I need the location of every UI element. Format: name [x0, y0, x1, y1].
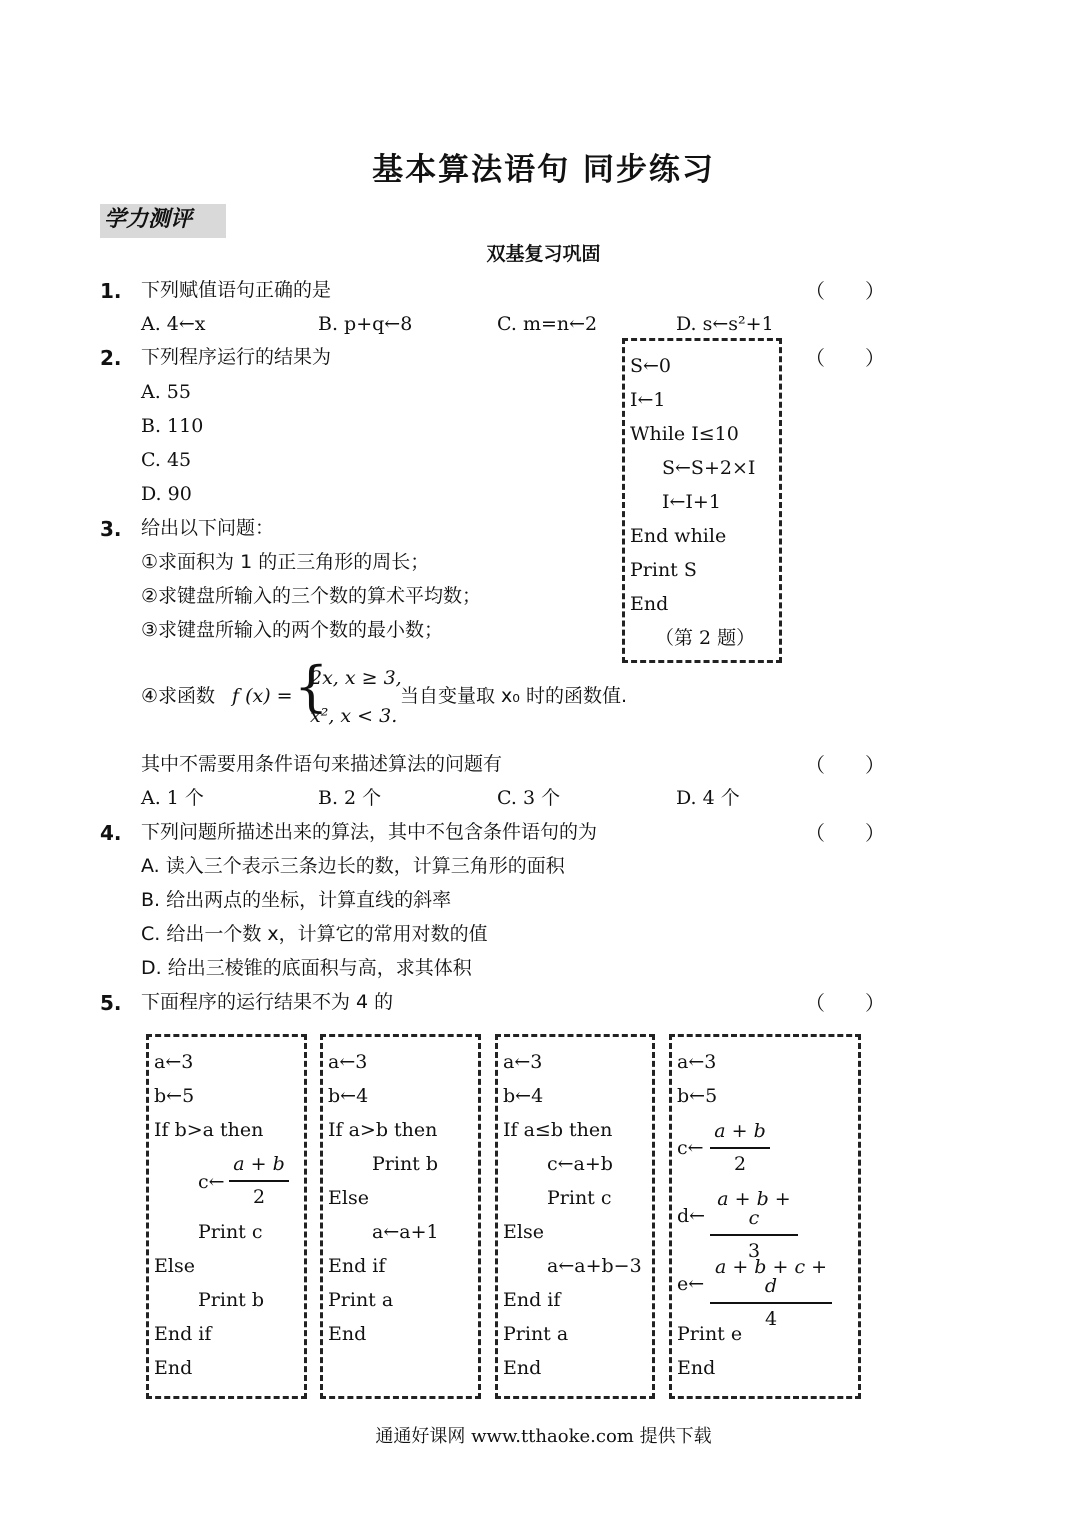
q1-stem: 下列赋值语句正确的是	[141, 279, 332, 301]
q4-option-b: B. 给出两点的坐标，计算直线的斜率	[141, 889, 452, 911]
q3-stem: 给出以下问题：	[141, 517, 275, 539]
code-line: End	[154, 1357, 193, 1379]
q3-question: 其中不需要用条件语句来描述算法的问题有	[141, 753, 503, 775]
q2-program-box	[622, 338, 782, 663]
q2-stem: 下列程序运行的结果为	[141, 346, 332, 368]
code-line: Print b	[372, 1153, 439, 1175]
fraction-assign: c←	[198, 1171, 225, 1193]
section-tag-label: 学力测评	[104, 207, 193, 232]
q3-item-1: ①求面积为 1 的正三角形的周长；	[141, 551, 430, 573]
footer-credit: 通通好课网 www.tthaoke.com 提供下载	[375, 1426, 712, 1447]
q3-item-4-prefix: ④求函数	[141, 685, 216, 707]
code-line: b←4	[503, 1085, 544, 1107]
section-tag	[100, 204, 226, 238]
q2-option-a: A. 55	[141, 381, 191, 403]
code-line: End if	[503, 1289, 561, 1311]
q2-answer-paren: （ ）	[805, 346, 885, 370]
q3-option-a: A. 1 个	[141, 787, 204, 809]
q1-option-a: A. 4←x	[141, 313, 206, 335]
code-line: If a≤b then	[503, 1119, 613, 1141]
fraction	[710, 1258, 832, 1329]
code-line: End if	[154, 1323, 212, 1345]
q2-option-c: C. 45	[141, 449, 192, 471]
code-line: S←S+2×I	[662, 457, 756, 479]
q2-option-d: D. 90	[141, 483, 192, 505]
code-line: a←3	[328, 1051, 368, 1073]
q3-option-b: B. 2 个	[318, 787, 382, 809]
fraction	[710, 1122, 770, 1174]
fraction	[710, 1190, 798, 1261]
q1-option-d: D. s←s²+1	[676, 313, 774, 335]
code-line: If b>a then	[154, 1119, 264, 1141]
q4-option-a: A. 读入三个表示三条边长的数，计算三角形的面积	[141, 855, 565, 877]
code-line: Print c	[198, 1221, 263, 1243]
fraction-denominator: 2	[733, 1153, 747, 1175]
code-line: End if	[328, 1255, 386, 1277]
fraction-assign: c←	[677, 1137, 704, 1159]
code-line: End while	[630, 525, 727, 547]
fraction-assign: d←	[677, 1205, 706, 1227]
section-subtitle: 双基复习巩固	[486, 243, 601, 265]
code-line: a←a+1	[372, 1221, 439, 1243]
q5-program-box-2	[320, 1034, 481, 1399]
q1-option-c: C. m=n←2	[497, 313, 598, 335]
fraction-numerator: a + b + c + d	[710, 1258, 832, 1304]
code-line: Print a	[328, 1289, 394, 1311]
code-line: Print b	[198, 1289, 265, 1311]
q4-option-d: D. 给出三棱锥的底面积与高，求其体积	[141, 957, 472, 979]
q3-function-name: f (x) =	[232, 685, 293, 707]
q4-option-c: C. 给出一个数 x，计算它的常用对数的值	[141, 923, 488, 945]
fraction-assign: e←	[677, 1273, 705, 1295]
q2-number: 2.	[100, 346, 122, 370]
code-line: I←I+1	[662, 491, 721, 513]
q3-case-1: 2x, x ≥ 3,	[310, 667, 402, 689]
code-line: I←1	[630, 389, 666, 411]
q4-answer-paren: （ ）	[805, 821, 885, 845]
q1-number: 1.	[100, 279, 122, 303]
code-line: Else	[154, 1255, 195, 1277]
piecewise-brace: {	[294, 655, 329, 718]
q5-program-box-1	[146, 1034, 307, 1399]
q1-answer-paren: （ ）	[805, 279, 885, 303]
q3-option-d: D. 4 个	[676, 787, 740, 809]
q2-option-b: B. 110	[141, 415, 204, 437]
q5-stem: 下面程序的运行结果不为 4 的	[141, 991, 394, 1013]
code-line: Else	[328, 1187, 369, 1209]
q5-program-box-3	[495, 1034, 655, 1399]
fraction-denominator: 4	[764, 1308, 778, 1330]
code-line: a←3	[503, 1051, 543, 1073]
q3-answer-paren: （ ）	[805, 753, 885, 777]
code-line: Print c	[547, 1187, 612, 1209]
code-line: End	[328, 1323, 367, 1345]
code-line: S←0	[630, 355, 672, 377]
q3-item-3: ③求键盘所输入的两个数的最小数；	[141, 619, 444, 641]
fraction-numerator: a + b + c	[710, 1190, 798, 1236]
code-line: a←3	[677, 1051, 717, 1073]
code-line: End	[630, 593, 669, 615]
code-line: End	[677, 1357, 716, 1379]
q3-item-4-suffix: 当自变量取 x₀ 时的函数值.	[400, 685, 627, 707]
fraction-denominator: 3	[747, 1240, 761, 1262]
q1-option-b: B. p+q←8	[318, 313, 413, 335]
code-line: End	[503, 1357, 542, 1379]
q5-answer-paren: （ ）	[805, 991, 885, 1015]
fraction-numerator: a + b	[229, 1155, 289, 1182]
q3-item-2: ②求键盘所输入的三个数的算术平均数；	[141, 585, 482, 607]
code-line: Else	[503, 1221, 544, 1243]
q4-stem: 下列问题所描述出来的算法，其中不包含条件语句的为	[141, 821, 598, 843]
fraction-denominator: 2	[252, 1186, 266, 1208]
code-line: Print S	[630, 559, 697, 581]
fraction-numerator: a + b	[710, 1122, 770, 1149]
code-line: b←4	[328, 1085, 369, 1107]
code-line: b←5	[677, 1085, 718, 1107]
code-line: Print e	[677, 1323, 743, 1345]
q3-option-c: C. 3 个	[497, 787, 561, 809]
q3-case-2: x², x < 3.	[310, 705, 398, 727]
fraction	[229, 1155, 289, 1207]
code-line: While I≤10	[630, 423, 739, 445]
code-line: c←a+b	[547, 1153, 613, 1175]
q2-caption: （第 2 题）	[655, 627, 756, 649]
code-line: a←3	[154, 1051, 194, 1073]
q5-program-box-4	[669, 1034, 861, 1399]
q5-number: 5.	[100, 991, 122, 1015]
code-line: a←a+b−3	[547, 1255, 642, 1277]
code-line: b←5	[154, 1085, 195, 1107]
q3-number: 3.	[100, 517, 122, 541]
code-line: Print a	[503, 1323, 569, 1345]
q4-number: 4.	[100, 821, 122, 845]
page-title: 基本算法语句 同步练习	[372, 152, 715, 188]
code-line: If a>b then	[328, 1119, 438, 1141]
